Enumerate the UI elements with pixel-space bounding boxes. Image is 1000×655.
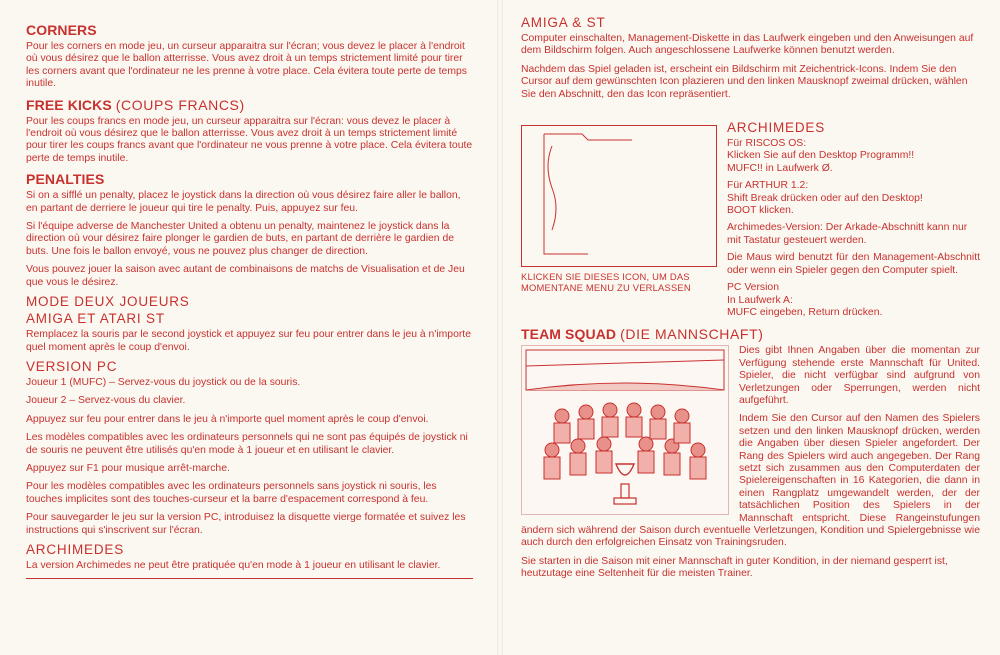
teamsquad-heading [521,326,980,342]
folder-exit-icon [522,126,716,266]
archimedes-de-line-6: BOOT klicken. [727,205,794,217]
corners-text: Pour les corners en mode jeu, un curseur apparaitra sur l'écran; vous devez le placer à l'endroit où vous désirez que le ballon atterrisse. Vous avez droit à un temps strictement limité pour tirer les corners avant que l'ordinateur ne les prenne à votre place. Cela évitera toute perte de temps inutile. [26,41,467,90]
icon-illustration-block [521,107,715,324]
twoplayer-text: Remplacez la souris par le second joystick et appuyez sur feu pour entrer dans le jeu à n'importe quel moment après le coup d'envoi. [26,329,471,353]
pc-text-4: Les modèles compatibles avec les ordinateurs personnels qui ne sont pas équipés de joystick ni de souris ne peuvent être utilisés qu'en mode à 1 joueur et en utilisant le clavier. [26,432,468,456]
teamsquad-text-1: Dies gibt Ihnen Angaben über die momentan zur Verfügung stehende erste Mannschaft für United. Spieler, die nicht verfügbar sind aufgrund von Verletzungen oder Sperrungen, werden nicht aufgeführt. [739,345,980,406]
penalties-section [26,171,473,289]
archimedes-de-line-2: Klicken Sie auf den Desktop Programm!! [727,150,915,162]
twoplayer-subheading: AMIGA ET ATARI ST [26,311,165,327]
archimedes-de-line-4: Für ARTHUR 1.2: [727,180,809,192]
teamsquad-title: TEAM SQUAD [521,326,617,343]
icon-caption: KLICKEN SIE DIESES ICON, UM DAS MOMENTANE MENU ZU VERLASSEN [521,271,691,294]
freekicks-section [26,97,473,166]
archimedes-de-line-1: Für RISCOS OS: [727,138,807,150]
archimedes-de-section [727,107,980,324]
exit-icon-box [521,125,717,267]
archimedes-de-line-8: Die Maus wird benutzt für den Management-Abschnitt oder wenn ein Spieler gegen den Computer spielt. [727,252,980,276]
amiga-section [521,16,980,101]
pc-text-2: Joueur 2 – Servez-vous du clavier. [26,395,186,407]
archimedes-de-line-9: PC Version [727,282,779,294]
team-photo-icon [522,346,728,514]
archimedes-de-line-3: MUFC!! in Laufwerk Ø. [727,162,833,174]
archimedes-fr-section [26,543,473,579]
teamsquad-subtitle: (DIE MANNSCHAFT) [620,326,764,343]
archimedes-fr-text: La version Archimedes ne peut être pratiquée qu'en mode à 1 joueur en utilisant le clavier. [26,559,441,571]
freekicks-subtitle: (COUPS FRANCS) [115,96,245,113]
archimedes-de-line-7: Archimedes-Version: Der Arkade-Abschnitt kann nur mit Tastatur gesteuert werden. [727,222,968,246]
twoplayer-section [26,295,473,354]
right-page [503,0,1000,655]
icon-and-archimedes-row [521,107,980,324]
team-photo-illustration [521,345,729,515]
amiga-text-1: Computer einschalten, Management-Diskette in das Laufwerk eingeben und den Anweisungen auf dem Bildschirm folgen. Auch angeschlossene Laufwerke können benutzt werden. [521,33,974,57]
freekicks-title: FREE KICKS [26,96,112,113]
penalties-heading: PENALTIES [26,171,105,188]
penalties-text-3: Vous pouvez jouer la saison avec autant de combinaisons de matchs de Visualisation et de Jeu que vous le désirez. [26,264,465,288]
penalties-text-1: Si on a sifflé un penalty, placez le joystick dans la direction où vous désirez faire aller le ballon, en partant de derriere le joueur qui tire le penalty. Puis, appuyez sur feu. [26,190,461,214]
archimedes-de-heading: ARCHIMEDES [727,120,826,136]
corners-section [26,22,473,91]
pc-text-5: Appuyez sur F1 pour musique arrêt-marche. [26,462,230,474]
twoplayer-heading: MODE DEUX JOUEURS [26,294,190,310]
amiga-text-2: Nachdem das Spiel geladen ist, erscheint ein Bildschirm mit Zeichentrick-Icons. Indem Sie den Cursor auf dem gewünschten Icon plazieren und den linken Mausknopf zweimal drücken, wählen Sie den Abschnitt, den das Icon repräsentiert. [521,63,968,100]
amiga-heading: AMIGA & ST [521,15,606,30]
freekicks-text: Pour les coups francs en mode jeu, un curseur apparaitra sur l'écran: vous devez le placer à l'endroit où vous désirez que le ballon atterrisse. Vous avez droit à un temps strictement limité pour tirer les coups francs avant que l'ordinateur ne vous prenne à votre place. Cela évitera toute perte de temps inutile. [26,115,473,164]
pc-text-1: Joueur 1 (MUFC) – Servez-vous du joystick ou de la souris. [26,376,301,388]
pc-section [26,360,473,537]
teamsquad-section [521,326,980,580]
bottom-rule [26,578,473,579]
pc-text-7: Pour sauvegarder le jeu sur la version PC, introduisez la disquette vierge formatée et suivez les instructions qui s'inscrivent sur l'écran. [26,512,466,536]
archimedes-de-line-11: MUFC eingeben, Return drücken. [727,306,883,318]
archimedes-fr-heading: ARCHIMEDES [26,541,125,557]
penalties-text-2: Si l'équipe adverse de Manchester United a obtenu un penalty, maintenez le joystick dans la direction où vour désirez faire plonger le gardien de buts, en partant de derrière le gardien de buts. Une fois le ballon envoyé, vous ne pouvez plus changer de direction. [26,221,455,257]
teamsquad-text-2: Indem Sie den Cursor auf den Namen des Spielers setzen und den linken Mausknopf drücken, werden die Angaben über diesen Spieler angefordert. Der Rang des Spielers wird auch angegeben. Der Rang setzt sich zusammen aus den Computerdaten der Spielereigenschaften in 16 Kategorien, die dann in einen Rangplatz umgewandelt werden, der der tatsächlichen Position des Spielers in der Mannschaft entspricht. Diese Rangeinstufungen ändern sich während der Saison durch eventuelle Verletzungen, Kondition und Spielergebnisse wie auch durch den erfolgreichen Einsatz von Trainingsruden. [521,413,980,549]
archimedes-de-line-5: Shift Break drücken oder auf den Desktop! [727,192,923,204]
left-page [0,0,497,655]
pc-text-6: Pour les modèles compatibles avec les ordinateurs personnels sans joystick ni souris, les touches implicites sont des touches-curseur et la barre d'espacement correspond à feu. [26,481,437,505]
pc-heading: VERSION PC [26,358,118,374]
archimedes-de-line-10: In Laufwerk A: [727,294,793,306]
pc-text-3: Appuyez sur feu pour entrer dans le jeu à n'importe quel moment après le coup d'envoi. [26,413,429,425]
freekicks-heading [26,97,473,113]
corners-heading: CORNERS [26,22,97,38]
teamsquad-text-3: Sie starten in die Saison mit einer Mannschaft in guter Kondition, in der niemand gesperrt ist, heutzutage eine Seltenheit für die meisten Trainer. [521,555,948,580]
